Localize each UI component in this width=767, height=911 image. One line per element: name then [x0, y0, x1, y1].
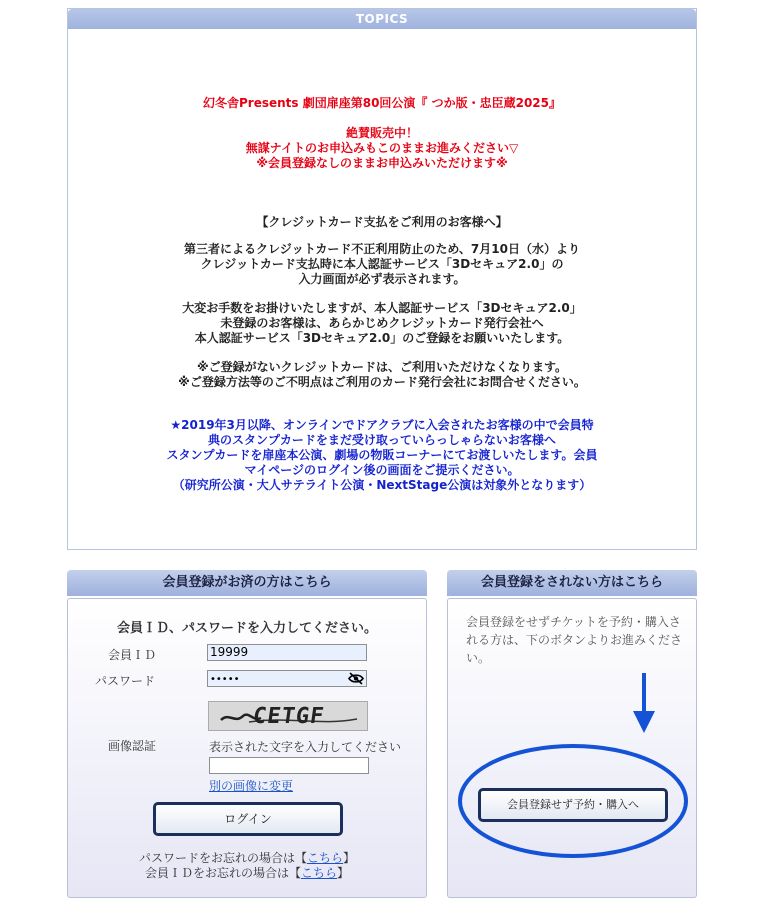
stamp-line: 典のスタンプカードをまだ受け取っていらっしゃらないお客様へ: [208, 433, 556, 447]
credit-note: ※ご登録がないクレジットカードは、ご利用いただけなくなります。: [196, 360, 568, 374]
captcha-input[interactable]: [209, 757, 369, 774]
login-button[interactable]: ログイン: [153, 802, 343, 836]
topics-body: [68, 29, 696, 493]
credit-line: 未登録のお客様は、あらかじめクレジットカード発行会社へ: [220, 316, 544, 330]
credit-line: クレジットカード支払時に本人認証サービス「3Dセキュア2.0」の: [200, 257, 564, 271]
member-login-header: 会員登録がお済の方はこちら: [67, 570, 427, 596]
member-id-label: 会員ＩＤ: [108, 648, 157, 662]
credit-note: ※ご登録方法等のご不明点はご利用のカード発行会社にお問合せください。: [178, 375, 586, 389]
stamp-line: スタンプカードを扉座本公演、劇場の物販コーナーにてお渡しいたします。会員: [166, 448, 598, 462]
topics-panel: [67, 8, 697, 550]
sale-line: 絶賛販売中！: [345, 126, 418, 140]
guest-panel: [447, 598, 697, 898]
login-instruction: 会員ＩＤ、パスワードを入力してください。: [116, 621, 377, 636]
captcha-label: 画像認証: [108, 739, 157, 753]
forgot-password-prefix: パスワードをお忘れの場合は【: [138, 851, 307, 865]
captcha-image: [208, 701, 368, 731]
topics-header: TOPICS: [68, 9, 696, 29]
forgot-password-suffix: 】: [343, 851, 356, 865]
forgot-id-text: [68, 864, 426, 881]
forgot-id-suffix: 】: [337, 866, 350, 880]
captcha-text: CETGF: [251, 704, 326, 729]
stamp-line: マイページのログイン後の画面をご提示ください。: [244, 463, 520, 477]
show-title: 幻冬舎Presents 劇団扉座第80回公演『 つか版・忠臣蔵2025』: [202, 96, 561, 110]
password-value: •••••: [210, 674, 240, 685]
credit-line: 入力画面が必ず表示されます。: [298, 272, 466, 286]
guest-description: 会員登録をせずチケットを予約・購入される方は、下のボタンよりお進みください。: [466, 615, 683, 665]
forgot-password-link[interactable]: こちら: [306, 851, 343, 865]
credit-heading: 【クレジットカード支払をご利用のお客様へ】: [256, 215, 508, 229]
credit-line: 第三者によるクレジットカード不正利用防止のため、7月10日（水）より: [184, 242, 580, 256]
sale-line: 無謀ナイトのお申込みもこのままお進みください▽: [245, 141, 519, 155]
eye-slash-icon[interactable]: [348, 672, 364, 685]
forgot-id-link[interactable]: こちら: [300, 866, 337, 880]
password-label: パスワード: [95, 674, 156, 688]
password-input[interactable]: [207, 670, 367, 687]
change-image-link[interactable]: 別の画像に変更: [209, 779, 294, 793]
arrow-down-icon: [632, 671, 656, 735]
captcha-hint: 表示された文字を入力してください: [209, 740, 402, 754]
stamp-line: ★2019年3月以降、オンラインでドアクラブに入会されたお客様の中で会員特: [170, 418, 594, 432]
forgot-id-prefix: 会員ＩＤをお忘れの場合は【: [144, 866, 301, 880]
sale-line: ※会員登録なしのままお申込みいただけます※: [256, 156, 508, 170]
stamp-line: （研究所公演・大人サテライト公演・NextStage公演は対象外となります）: [172, 478, 592, 492]
credit-line: 大変お手数をお掛けいたしますが、本人認証サービス「3Dセキュア2.0」: [182, 301, 582, 315]
guest-header: 会員登録をされない方はこちら: [447, 570, 697, 596]
guest-purchase-button[interactable]: 会員登録せず予約・購入へ: [478, 788, 668, 822]
credit-line: 本人認証サービス「3Dセキュア2.0」のご登録をお願いいたします。: [194, 331, 570, 345]
member-login-panel: [67, 598, 427, 898]
member-id-value: 19999: [210, 645, 249, 659]
member-id-input[interactable]: [207, 644, 367, 661]
